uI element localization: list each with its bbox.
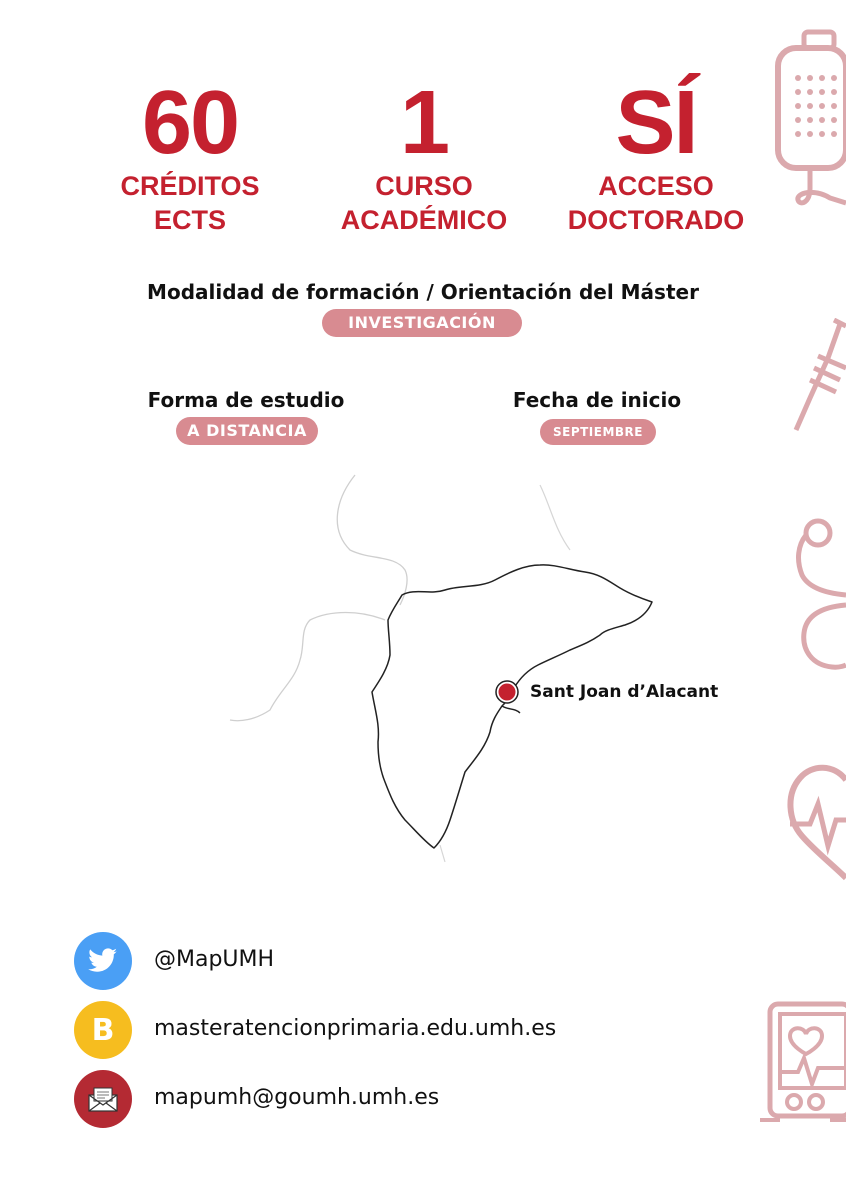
website-link[interactable]: masteratencionprimaria.edu.umh.es: [154, 1016, 557, 1041]
province-map: [210, 470, 670, 870]
forma-heading: Forma de estudio: [147, 388, 345, 412]
stat-credits-label-2: ECTS: [153, 205, 226, 235]
map-neighbor-border: [337, 475, 407, 605]
contact-email[interactable]: [74, 1070, 674, 1128]
stat-doctorate-label-2: DOCTORADO: [567, 205, 745, 235]
stat-credits: [75, 73, 305, 236]
email-link[interactable]: mapumh@goumh.umh.es: [154, 1085, 440, 1110]
modalidad-heading: Modalidad de formación / Orientación del Máster: [147, 280, 699, 304]
blog-b-icon[interactable]: [74, 1001, 132, 1059]
map-province-outline: [372, 565, 652, 848]
stat-doctorate-label-1: ACCESO: [598, 171, 714, 201]
stat-course: [309, 73, 539, 236]
stat-course-label-2: ACADÉMICO: [340, 205, 508, 235]
fecha-heading: Fecha de inicio: [512, 388, 682, 412]
modalidad-badge: INVESTIGACIÓN: [322, 309, 522, 337]
map-neighbor-border: [540, 485, 570, 550]
forma-badge: A DISTANCIA: [176, 417, 318, 445]
map-neighbor-border: [440, 845, 445, 862]
stat-doctorate: [541, 73, 771, 236]
envelope-icon[interactable]: [74, 1070, 132, 1128]
contact-twitter[interactable]: [74, 932, 674, 990]
contact-web[interactable]: [74, 1001, 674, 1059]
iv-bag-icon: [770, 28, 846, 213]
blog-b-letter: B: [91, 1012, 115, 1048]
stat-course-label-1: CURSO: [375, 171, 473, 201]
stat-credits-label-1: CRÉDITOS: [120, 171, 260, 201]
heartbeat-icon: [776, 760, 846, 885]
twitter-icon[interactable]: [74, 932, 132, 990]
syringe-icon: [788, 318, 846, 436]
city-label: Sant Joan d’Alacant: [530, 682, 719, 702]
twitter-handle[interactable]: @MapUMH: [154, 947, 275, 972]
monitor-icon: [760, 998, 846, 1123]
stat-doctorate-value: SÍ: [615, 73, 697, 173]
map-coast-detail: [502, 706, 520, 713]
stethoscope-icon: [792, 515, 846, 675]
city-marker-dot: [499, 684, 516, 701]
map-neighbor-border: [230, 613, 385, 721]
fecha-badge: SEPTIEMBRE: [540, 419, 656, 445]
stat-course-value: 1: [399, 73, 449, 173]
stat-credits-value: 60: [141, 73, 239, 173]
